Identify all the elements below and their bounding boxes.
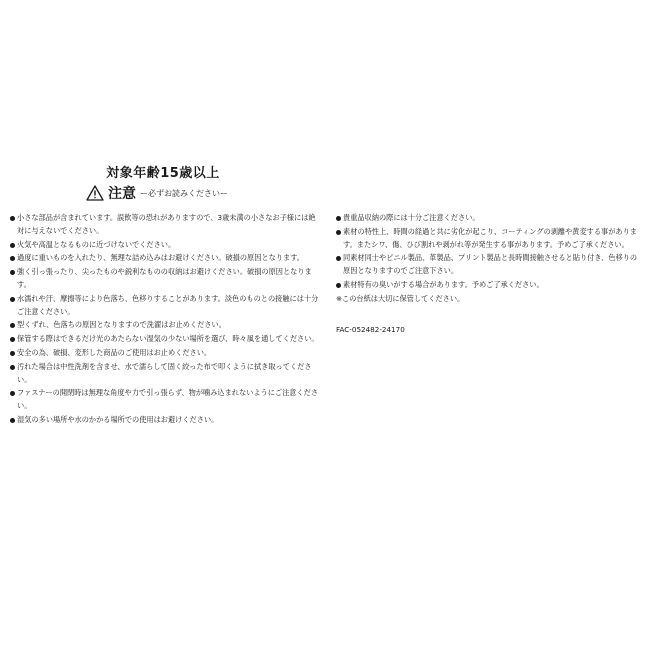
bullet-icon — [336, 256, 341, 261]
bullet-icon — [336, 230, 341, 235]
right-caution-list — [336, 212, 642, 336]
item-text: 過度に重いものを入れたり、無理な詰め込みはお避けください。破損の原因となります。 — [17, 253, 304, 263]
item-text: 火気や高温となるものに近づけないでください。 — [17, 239, 176, 249]
storage-note: ※この台紙は大切に保管してください。 — [336, 293, 465, 303]
list-item — [336, 212, 642, 225]
list-item — [10, 414, 322, 427]
item-text: ファスナーの開閉時は無理な角度や力で引っ張らず、物が噛み込まれないようにご注意ください。 — [17, 388, 319, 411]
list-item — [10, 387, 322, 413]
item-text: 水濡れや汗、摩擦等により色落ち、色移りすることがあります。淡色のものとの接触には十分ご注意ください。 — [17, 293, 319, 316]
bullet-icon — [10, 216, 15, 221]
item-text: 汚れた場合は中性洗剤を含ませ、水で濡らして固く絞った布で叩くように拭き取ってください。 — [17, 361, 312, 384]
bullet-icon — [10, 351, 15, 356]
list-item — [10, 266, 322, 292]
bullet-icon — [336, 283, 341, 288]
item-text: 素材の特性上、時間の経過と共に劣化が起こり、コーティングの剥離や黄変する事があります。またシワ、傷、ひび割れや剥がれ等が発生する事があります。予めご了承ください。 — [343, 226, 637, 249]
bullet-icon — [10, 256, 15, 261]
warning-triangle-icon — [86, 185, 104, 201]
list-item — [336, 252, 642, 278]
bullet-icon — [336, 216, 341, 221]
list-item — [10, 252, 322, 265]
caution-header — [86, 183, 228, 203]
bullet-icon — [10, 337, 15, 342]
caution-heading: 注意 — [108, 186, 136, 202]
list-item — [10, 361, 322, 387]
item-text: 貴重品収納の際には十分ご注意ください。 — [343, 213, 480, 222]
item-text: 保管する際はできるだけ光のあたらない湿気の少ない場所を選び、時々風を通してください。 — [17, 334, 319, 344]
bullet-icon — [10, 365, 15, 370]
item-text: 強く引っ張ったり、尖ったものや鋭利なものの収納はお避けください。破損の原因となります。 — [17, 267, 312, 289]
list-item — [10, 293, 322, 319]
product-code: FAC-052482-24170 — [336, 324, 405, 334]
list-item — [10, 239, 322, 252]
list-item — [10, 212, 322, 238]
list-item — [10, 319, 322, 332]
item-text: 型くずれ、色落ちの原因となりますので洗濯はお止めください。 — [17, 320, 226, 330]
caution-subtext: ー必ずお読みくださいー — [140, 188, 228, 198]
item-text: 安全の為、破損、変形した商品のご使用はお止めください。 — [17, 347, 212, 357]
bullet-icon — [10, 323, 15, 328]
bullet-icon — [10, 297, 15, 302]
left-caution-list — [10, 212, 322, 428]
bullet-icon — [10, 391, 15, 396]
item-text: 素材特有の臭いがする場合があります。予めご了承ください。 — [343, 279, 544, 289]
age-rating-title: 対象年齢15歳以上 — [106, 166, 220, 181]
list-item — [336, 279, 642, 292]
list-item — [10, 347, 322, 360]
item-text: 小さな部品が含まれています。誤飲等の恐れがありますので、3歳未満の小さなお子様には絶対に与えないでください。 — [17, 213, 316, 235]
list-item — [10, 333, 322, 346]
bullet-icon — [10, 243, 15, 248]
list-item — [336, 226, 642, 252]
bullet-icon — [10, 418, 15, 423]
item-text: 同素材同士やビニル製品、革製品、プリント製品と長時間接触させると貼り付き、色移りの原因となりますのでご注意下さい。 — [343, 253, 638, 276]
item-text: 湿気の多い場所や水のかかる場所での使用はお避けください。 — [17, 414, 219, 424]
bullet-icon — [10, 270, 15, 275]
